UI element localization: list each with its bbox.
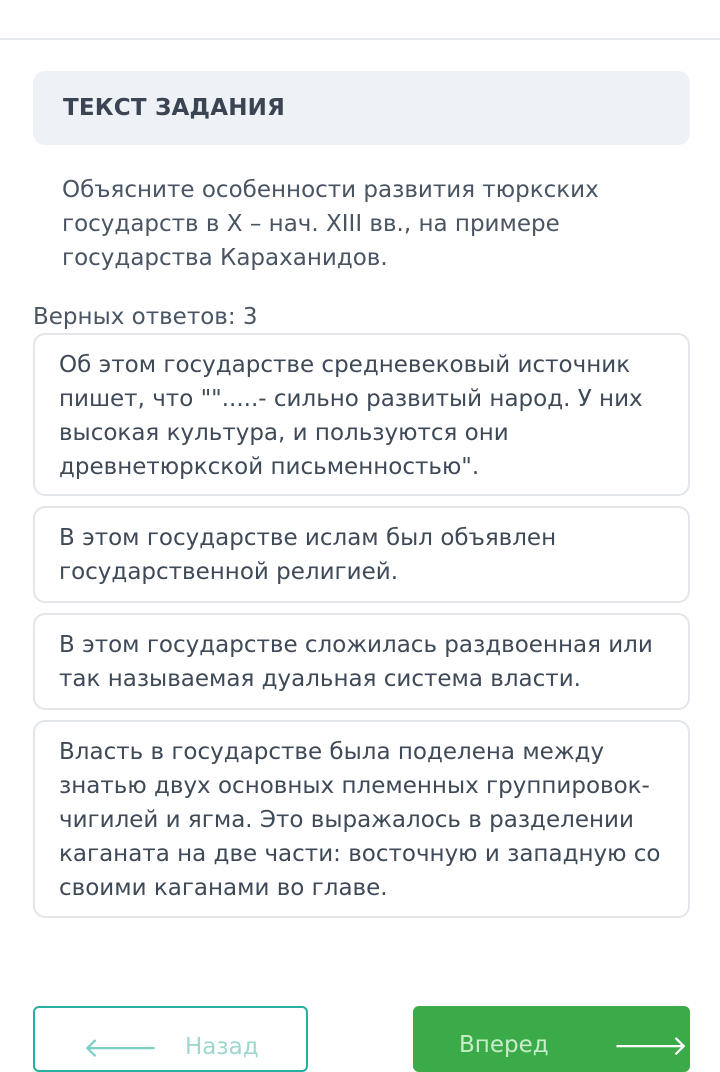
option-line: В этом государстве сложилась раздвоенная или bbox=[59, 632, 653, 658]
option-line: древнетюркской письменностью". bbox=[59, 454, 480, 480]
next-button-label: Вперед bbox=[459, 1032, 549, 1058]
answer-option-4[interactable] bbox=[33, 720, 690, 918]
back-button-label: Назад bbox=[185, 1034, 259, 1060]
top-divider bbox=[0, 38, 720, 40]
option-line: каганата на две части: восточную и западную со bbox=[59, 841, 661, 867]
answer-option-2[interactable] bbox=[33, 506, 690, 603]
question-line: Объясните особенности развития тюркских bbox=[62, 177, 599, 203]
question-line: государства Караханидов. bbox=[62, 245, 388, 271]
arrow-left-icon: 🡐 bbox=[83, 1031, 159, 1064]
answer-option-text bbox=[59, 521, 664, 589]
option-line: знатью двух основных племенных группировок- bbox=[59, 773, 650, 799]
correct-answers-count: Верных ответов: 3 bbox=[33, 304, 258, 330]
option-line: чигилей и ягма. Это выражалось в разделении bbox=[59, 807, 634, 833]
option-line: Об этом государстве средневековый источник bbox=[59, 352, 631, 378]
question-text bbox=[62, 173, 662, 275]
task-header-title: ТЕКСТ ЗАДАНИЯ bbox=[63, 95, 286, 121]
back-button[interactable] bbox=[33, 1006, 308, 1072]
task-header bbox=[33, 71, 690, 145]
option-line: Власть в государстве была поделена между bbox=[59, 739, 605, 765]
answer-option-1[interactable] bbox=[33, 333, 690, 496]
option-line: своими каганами во главе. bbox=[59, 875, 388, 901]
answer-option-3[interactable] bbox=[33, 613, 690, 710]
answer-option-text bbox=[59, 735, 664, 905]
option-line: так называемая дуальная система власти. bbox=[59, 666, 581, 692]
answer-option-text bbox=[59, 348, 664, 484]
question-line: государств в X – нач. XIII вв., на примере bbox=[62, 211, 560, 237]
next-button[interactable] bbox=[413, 1006, 690, 1072]
arrow-right-icon: 🡒 bbox=[613, 1029, 689, 1062]
option-line: государственной религией. bbox=[59, 559, 399, 585]
option-line: высокая культура, и пользуются они bbox=[59, 420, 509, 446]
option-line: В этом государстве ислам был объявлен bbox=[59, 525, 557, 551]
option-line: пишет, что "".....- сильно развитый народ. У них bbox=[59, 386, 643, 412]
answer-option-text bbox=[59, 628, 664, 696]
